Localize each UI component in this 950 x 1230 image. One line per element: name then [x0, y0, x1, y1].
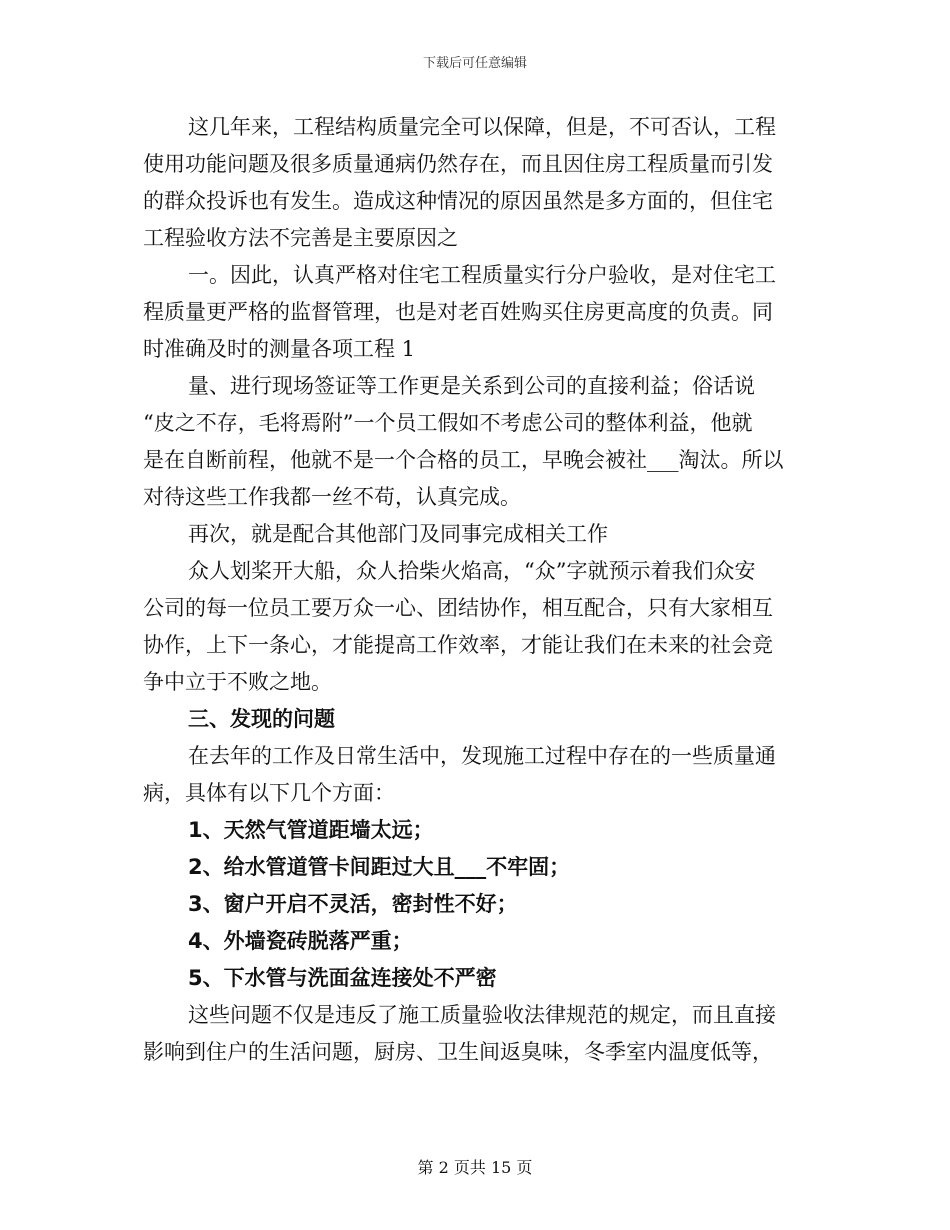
paragraph-line: 工程验收方法不完善是主要原因之 [143, 226, 458, 250]
problem-item: 2、给水管道管卡间距过大且___不牢固； [188, 855, 571, 879]
paragraph-line: 的群众投诉也有发生。造成这种情况的原因虽然是多方面的，但住宅 [143, 189, 773, 213]
paragraph-line: 一。因此，认真严格对住宅工程质量实行分户验收，是对住宅工 [188, 263, 776, 287]
paragraph-line: 这几年来，工程结构质量完全可以保障，但是，不可否认，工程 [188, 115, 776, 139]
paragraph-line: 对待这些工作我都一丝不苟，认真完成。 [143, 485, 521, 509]
paragraph-line: 程质量更严格的监督管理，也是对老百姓购买住房更高度的负责。同 [143, 300, 773, 324]
paragraph-line: 使用功能问题及很多质量通病仍然存在，而且因住房工程质量而引发 [143, 152, 773, 176]
paragraph-line: 在去年的工作及日常生活中，发现施工过程中存在的一些质量通 [188, 744, 776, 768]
paragraph-line: 协作，上下一条心，才能提高工作效率，才能让我们在未来的社会竞 [143, 633, 773, 657]
paragraph-line: 是在自断前程，他就不是一个合格的员工，早晚会被社___淘汰。所以 [143, 448, 784, 472]
paragraph-line: 时准确及时的测量各项工程 1 [143, 337, 416, 361]
paragraph-line: 众人划桨开大船，众人拾柴火焰高，“众”字就预示着我们众安 [188, 559, 756, 583]
paragraph-line: 这些问题不仅是违反了施工质量验收法律规范的规定，而且直接 [188, 1003, 776, 1027]
problem-item: 1、天然气管道距墙太远； [188, 818, 434, 842]
paragraph-line: 病，具体有以下几个方面： [143, 781, 395, 805]
page-header: 下载后可任意编辑 [422, 56, 527, 71]
paragraph-line: 公司的每一位员工要万众一心、团结协作，相互配合，只有大家相互 [143, 596, 773, 620]
paragraph-line: 影响到住户的生活问题，厨房、卫生间返臭味，冬季室内温度低等， [143, 1040, 773, 1064]
paragraph-line: 量、进行现场签证等工作更是关系到公司的直接利益；俗话说 [188, 374, 755, 398]
problem-item: 4、外墙瓷砖脱落严重； [188, 929, 413, 953]
section-heading: 三、发现的问题 [188, 707, 335, 731]
paragraph-line: 再次，就是配合其他部门及同事完成相关工作 [188, 522, 608, 546]
paragraph-line: 争中立于不败之地。 [143, 670, 332, 694]
page-footer: 第 2 页共 15 页 [417, 1158, 533, 1177]
paragraph-line: “皮之不存，毛将焉附”一个员工假如不考虑公司的整体利益，他就 [143, 411, 753, 435]
problem-item: 5、下水管与洗面盆连接处不严密 [188, 966, 497, 990]
problem-item: 3、窗户开启不灵活，密封性不好； [188, 892, 518, 916]
